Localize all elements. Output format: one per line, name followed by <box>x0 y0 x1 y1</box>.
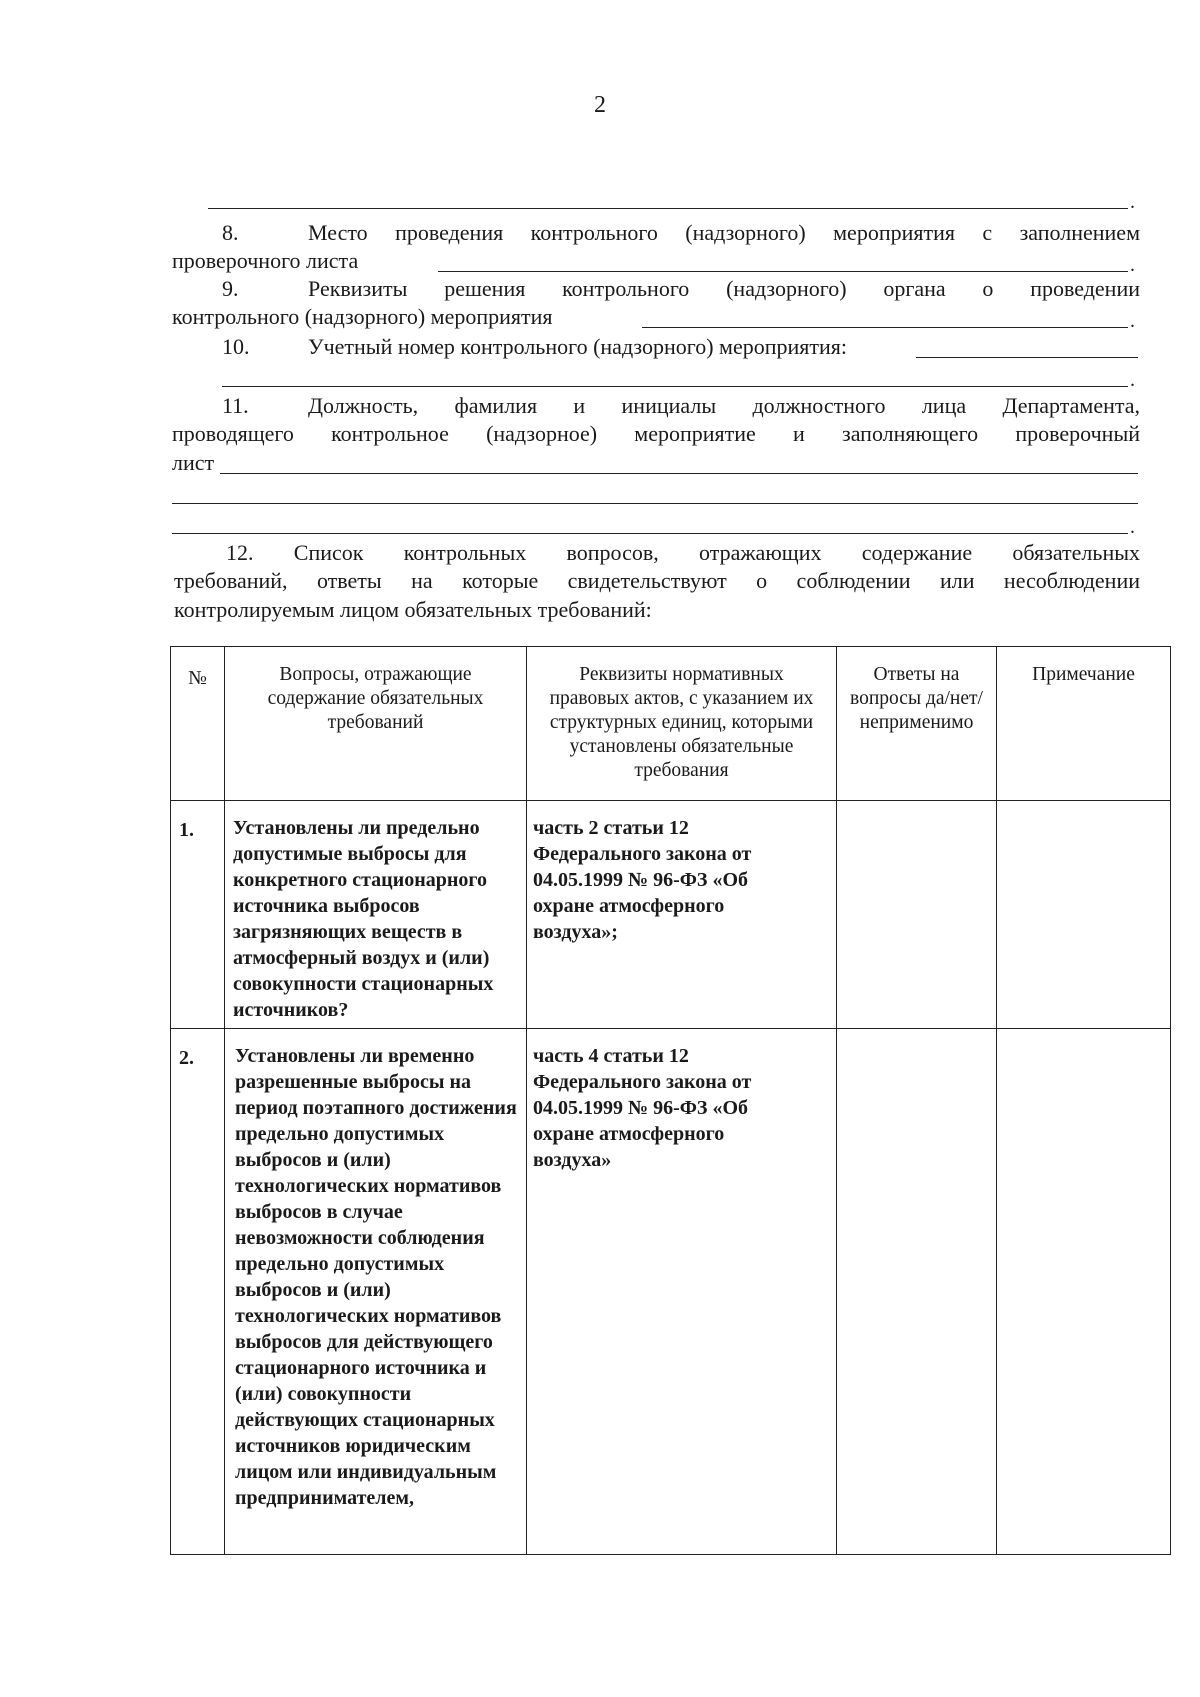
row-answer-cell[interactable] <box>837 801 997 1029</box>
row-question: Установлены ли предельно допустимые выбросы для конкретного стационарного источника выбросов загрязняющих веществ в атмосферный воздух и (или) совокупности стационарных источников? <box>225 801 527 1029</box>
checklist-table <box>170 646 1171 1555</box>
item12-line1: 12. Список контрольных вопросов, отражающих содержание обязательных <box>226 540 1140 565</box>
row-note-cell[interactable] <box>997 801 1171 1029</box>
item11-line2: проводящего контрольное (надзорное) мероприятие и заполняющего проверочный <box>172 421 1140 446</box>
table-header-row <box>171 647 1171 801</box>
period-mark: . <box>1130 254 1135 276</box>
row-number: 1. <box>171 801 225 1029</box>
period-mark: . <box>1130 369 1135 391</box>
header-answers: Ответы на вопросы да/нет/ неприменимо <box>837 647 997 801</box>
table-row <box>171 1029 1171 1555</box>
item11-fill-line-2[interactable] <box>172 503 1138 504</box>
row-reference: часть 2 статьи 12 Федерального закона от 04.05.1999 № 96-ФЗ «Об охране атмосферного воздуха»; <box>527 801 837 1029</box>
item9-line2: контрольного (надзорного) мероприятия <box>172 304 553 329</box>
item11-fill-line[interactable] <box>220 473 1138 474</box>
item11-number: 11. <box>222 393 249 418</box>
item10-fill-line[interactable] <box>916 357 1138 358</box>
header-number: № <box>171 647 225 801</box>
item11-fill-line-3[interactable] <box>172 533 1128 534</box>
item10-text: Учетный номер контрольного (надзорного) мероприятия: <box>308 334 848 359</box>
period-mark: . <box>1130 516 1135 538</box>
item8-line1: Место проведения контрольного (надзорного) мероприятия с заполнением <box>308 220 1140 245</box>
item9-line1: Реквизиты решения контрольного (надзорного) органа о проведении <box>308 276 1140 301</box>
item8-number: 8. <box>222 220 239 245</box>
item12-line3: контролируемым лицом обязательных требований: <box>174 597 652 622</box>
header-references: Реквизиты нормативных правовых актов, с указанием их структурных единиц, которыми установлены обязательные требования <box>527 647 837 801</box>
item9-number: 9. <box>222 276 239 301</box>
fill-line <box>208 208 1128 209</box>
item11-line1: Должность, фамилия и инициалы должностного лица Департамента, <box>308 393 1140 418</box>
table-row <box>171 801 1171 1029</box>
item8-line2: проверочного листа <box>172 248 359 273</box>
row-answer-cell[interactable] <box>837 1029 997 1555</box>
item12-line2: требований, ответы на которые свидетельствуют о соблюдении или несоблюдении <box>174 568 1140 593</box>
header-note: Примечание <box>997 647 1171 801</box>
item11-line3: лист <box>172 450 215 475</box>
item10-fill-line-2[interactable] <box>222 386 1128 387</box>
item10-number: 10. <box>222 334 250 359</box>
item9-fill-line[interactable] <box>642 327 1128 328</box>
row-number: 2. <box>171 1029 225 1555</box>
row-reference: часть 4 статьи 12 Федерального закона от 04.05.1999 № 96-ФЗ «Об охране атмосферного воздуха» <box>527 1029 837 1555</box>
header-questions: Вопросы, отражающие содержание обязательных требований <box>225 647 527 801</box>
item8-fill-line[interactable] <box>438 271 1128 272</box>
row-question: Установлены ли временно разрешенные выбросы на период поэтапного достижения предельно допустимых выбросов и (или) технологических нормативов выбросов в случае невозможности соблюдения предельно допустимых выбросов и (или) технологических нормативов выбросов для действующего стационарного источника и (или) совокупности действующих стационарных источников юридическим лицом или индивидуальным предпринимателем, <box>225 1029 527 1555</box>
page-number: 2 <box>594 92 606 118</box>
period-mark: . <box>1130 310 1135 332</box>
period-mark: . <box>1130 191 1135 213</box>
row-note-cell[interactable] <box>997 1029 1171 1555</box>
